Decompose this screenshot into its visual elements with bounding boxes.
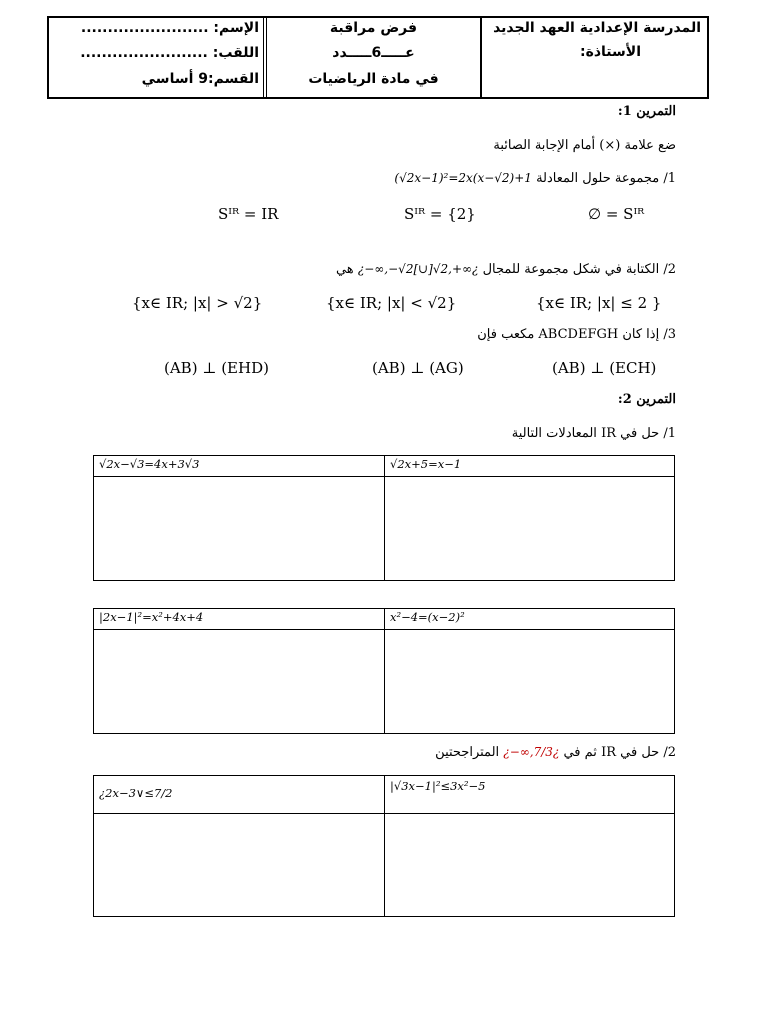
q2-option-1[interactable]: {x∈ IR; |x| ≤ 2 } <box>536 294 662 312</box>
equation-cell[interactable]: x²−4=(x−2)² <box>390 610 465 624</box>
ex2-q2-label <box>435 745 676 760</box>
name-field: الإسم: ........................ <box>80 20 259 36</box>
q1-option-2[interactable]: Sᴵᴿ = {2} <box>404 205 476 223</box>
equation-cell[interactable]: |2x−1|²=x²+4x+4 <box>99 610 204 624</box>
q2-option-3[interactable]: {x∈ IR; |x| > √2} <box>132 294 263 312</box>
q1-equation: (√2x−1)²=2x(x−√2)+1 <box>394 171 532 185</box>
q3-label: 3/ إذا كان ABCDEFGH مكعب فإن <box>477 327 676 342</box>
inequality-table <box>93 775 675 917</box>
q1-option-1[interactable]: ∅ = Sᴵᴿ <box>588 205 645 223</box>
q2-interval-text: ¿−∞,−√2[∪]√2,+∞¿ <box>357 262 479 276</box>
teacher-label: الأستاذة: <box>579 44 641 60</box>
exam-number: عـــــ6ـــــدد <box>332 45 415 61</box>
inequality-cell[interactable]: ¿2x−3∨≤7/2 <box>99 786 173 800</box>
ex2-q2-interval: ¿−∞,7/3¿ <box>503 745 560 759</box>
table-split <box>384 776 385 916</box>
equation-table-1 <box>93 455 675 581</box>
exam-subject: في مادة الرياضيات <box>308 71 439 87</box>
q2-suffix: هي <box>335 262 354 277</box>
exercise1-instruction: ضع علامة (×) أمام الإجابة الصائبة <box>493 138 676 153</box>
q2-interval <box>358 262 479 276</box>
q1-text: 1/ مجموعة حلول المعادلة <box>536 171 676 186</box>
q3-option-1[interactable]: (AB) ⊥ (ECH) <box>552 359 657 377</box>
exercise2-title: التمرين 2: <box>617 392 676 407</box>
ex2-q2-text-pre: 2/ حل في IR ثم في <box>563 745 676 760</box>
equation-cell[interactable]: √2x−√3=4x+3√3 <box>99 457 200 471</box>
q3-option-2[interactable]: (AB) ⊥ (AG) <box>372 359 464 377</box>
header-table <box>47 16 709 99</box>
exam-title: فرض مراقبة <box>329 20 418 36</box>
equation-cell[interactable]: √2x+5=x−1 <box>390 457 462 471</box>
class-field: القسم:9 أساسي <box>141 71 259 87</box>
surname-field: اللقب: ........................ <box>80 45 259 61</box>
ex2-q1-label: 1/ حل في IR المعادلات التالية <box>511 426 676 441</box>
q3-option-3[interactable]: (AB) ⊥ (EHD) <box>164 359 269 377</box>
school-name: المدرسة الإعدادية العهد الجديد <box>493 20 701 36</box>
equation-table-2 <box>93 608 675 734</box>
table-split <box>384 609 385 733</box>
header-school-cell <box>480 18 707 97</box>
exercise1-title: التمرين 1: <box>617 104 676 119</box>
header-exam-cell <box>267 18 480 97</box>
table-split <box>384 456 385 580</box>
q1-option-3[interactable]: Sᴵᴿ = IR <box>218 205 279 223</box>
ex2-q2-text-post: المتراجحتين <box>435 745 500 760</box>
header-student-cell <box>49 18 267 97</box>
q2-text: 2/ الكتابة في شكل مجموعة للمجال <box>482 262 676 277</box>
inequality-cell[interactable]: |√3x−1|²≤3x²−5 <box>390 779 486 793</box>
q1-label <box>394 171 676 186</box>
q2-label <box>336 262 676 277</box>
q2-option-2[interactable]: {x∈ IR; |x| < √2} <box>326 294 457 312</box>
